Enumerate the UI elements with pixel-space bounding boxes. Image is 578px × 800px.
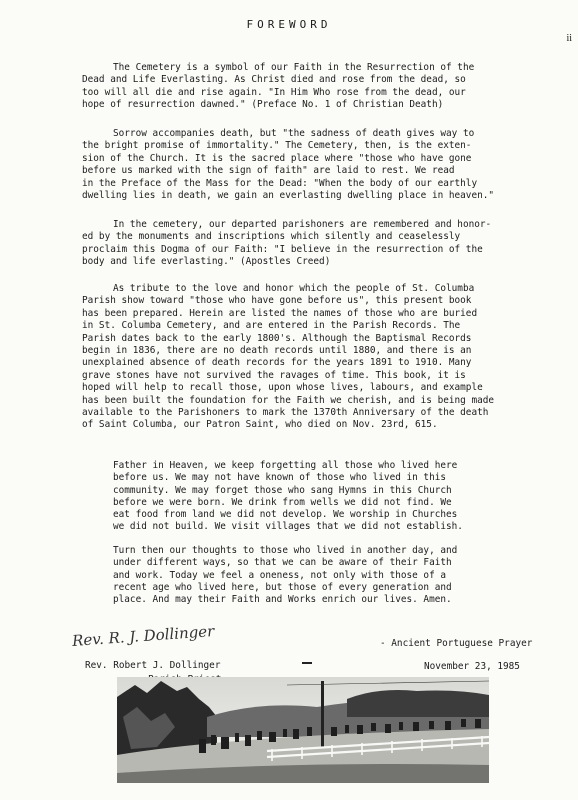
paragraph-line: in St. Columba Cemetery, and are entered in the Parish Records. The — [82, 320, 461, 332]
prayer-line: under different ways, so that we can be aware of their Faith — [113, 557, 452, 569]
paragraph-line: in the Preface of the Mass for the Dead: "When the body of our earthly — [82, 177, 478, 189]
prayer-line: recent age who lived here, but those of every generation and — [113, 581, 452, 593]
prayer-line: before we were born. We drink from wells we did not find. We — [113, 496, 452, 508]
signature-date: November 23, 1985 — [424, 661, 520, 672]
page-number: ii — [566, 33, 572, 44]
prayer-stanza-1 — [113, 460, 533, 534]
prayer-line: Turn then our thoughts to those who lived in another day, and — [113, 545, 458, 556]
paragraph-line: the bright promise of immortality." The Cemetery, then, is the exten- — [82, 140, 472, 152]
paragraph-line: available to the Parishoners to mark the 1370th Anniversary of the death — [82, 407, 489, 419]
paragraph-line: hoped will help to recall those, upon whose lives, labours, and example — [82, 382, 483, 394]
paragraph-line: hope of resurrection dawned." (Preface No. 1 of Christian Death) — [82, 99, 444, 111]
paragraph-line: has been prepared. Herein are listed the names of those who are buried — [82, 307, 478, 319]
paragraph-line: before us marked with the sign of faith" are laid to rest. We read — [82, 165, 455, 177]
page-title: FOREWORD — [246, 18, 332, 31]
paragraph-line: Sorrow accompanies death, but "the sadness of death gives way to — [113, 128, 475, 139]
signer-name: Rev. Robert J. Dollinger — [85, 660, 221, 671]
cemetery-photo — [117, 677, 489, 783]
paragraph-line: In the cemetery, our departed parishoners are remembered and honor- — [113, 219, 492, 230]
paragraph-line: Dead and Life Everlasting. As Christ died and rose from the dead, so — [82, 74, 466, 86]
paragraph-line: unexplained absence of death records for the years 1891 to 1910. Many — [82, 357, 472, 369]
paragraph-4 — [82, 283, 564, 432]
prayer-attribution: - Ancient Portuguese Prayer — [380, 638, 533, 649]
paragraph-line: has been built the foundation for the Faith we cherish, and is being made — [82, 394, 495, 406]
paragraph-line: Parish dates back to the early 1800's. Although the Baptismal Records — [82, 332, 472, 344]
separator-dash — [302, 662, 312, 664]
paragraph-1 — [82, 62, 564, 112]
prayer-line: place. And may their Faith and Works enrich our lives. Amen. — [113, 594, 452, 606]
prayer-stanza-2 — [113, 545, 533, 606]
paragraph-line: The Cemetery is a symbol of our Faith in the Resurrection of the — [113, 62, 475, 73]
prayer-line: Father in Heaven, we keep forgetting all those who lived here — [113, 460, 458, 471]
paragraph-line: begin in 1836, there are no death records until 1880, and there is an — [82, 345, 472, 357]
paragraph-line: proclaim this Dogma of our Faith: "I believe in the resurrection of the — [82, 243, 483, 255]
paragraph-line: As tribute to the love and honor which the people of St. Columba — [113, 283, 475, 294]
paragraph-line: Parish show toward "those who have gone before us", this present book — [82, 295, 472, 307]
prayer-line: before us. We may not have known of those who lived in this — [113, 472, 447, 484]
prayer-line: and work. Today we feel a oneness, not only with those of a — [113, 569, 447, 581]
paragraph-line: ed by the monuments and inscriptions which silently and ceaselessly — [82, 231, 461, 243]
prayer-line: we did not build. We visit villages that we did not establish. — [113, 521, 463, 533]
prayer-line: eat food from land we did not develop. We worship in Churches — [113, 509, 458, 521]
paragraph-line: body and life everlasting." (Apostles Creed) — [82, 256, 331, 268]
paragraph-line: too will all die and rise again. "In Him Who rose from the dead, our — [82, 86, 466, 98]
paragraph-line: dwelling lies in death, we gain an everlasting dwelling place in heaven." — [82, 190, 495, 202]
paragraph-line: sion of the Church. It is the sacred place where "those who have gone — [82, 152, 472, 164]
prayer-line: community. We may forget those who sang Hymns in this Church — [113, 484, 452, 496]
paragraph-line: of Saint Columba, our Patron Saint, who died on Nov. 23rd, 615. — [82, 419, 438, 431]
paragraph-line: grave stones have not survived the ravages of time. This book, it is — [82, 369, 466, 381]
paragraph-2 — [82, 128, 564, 202]
paragraph-3 — [82, 219, 564, 269]
handwritten-signature: Rev. R. J. Dollinger — [71, 622, 215, 650]
